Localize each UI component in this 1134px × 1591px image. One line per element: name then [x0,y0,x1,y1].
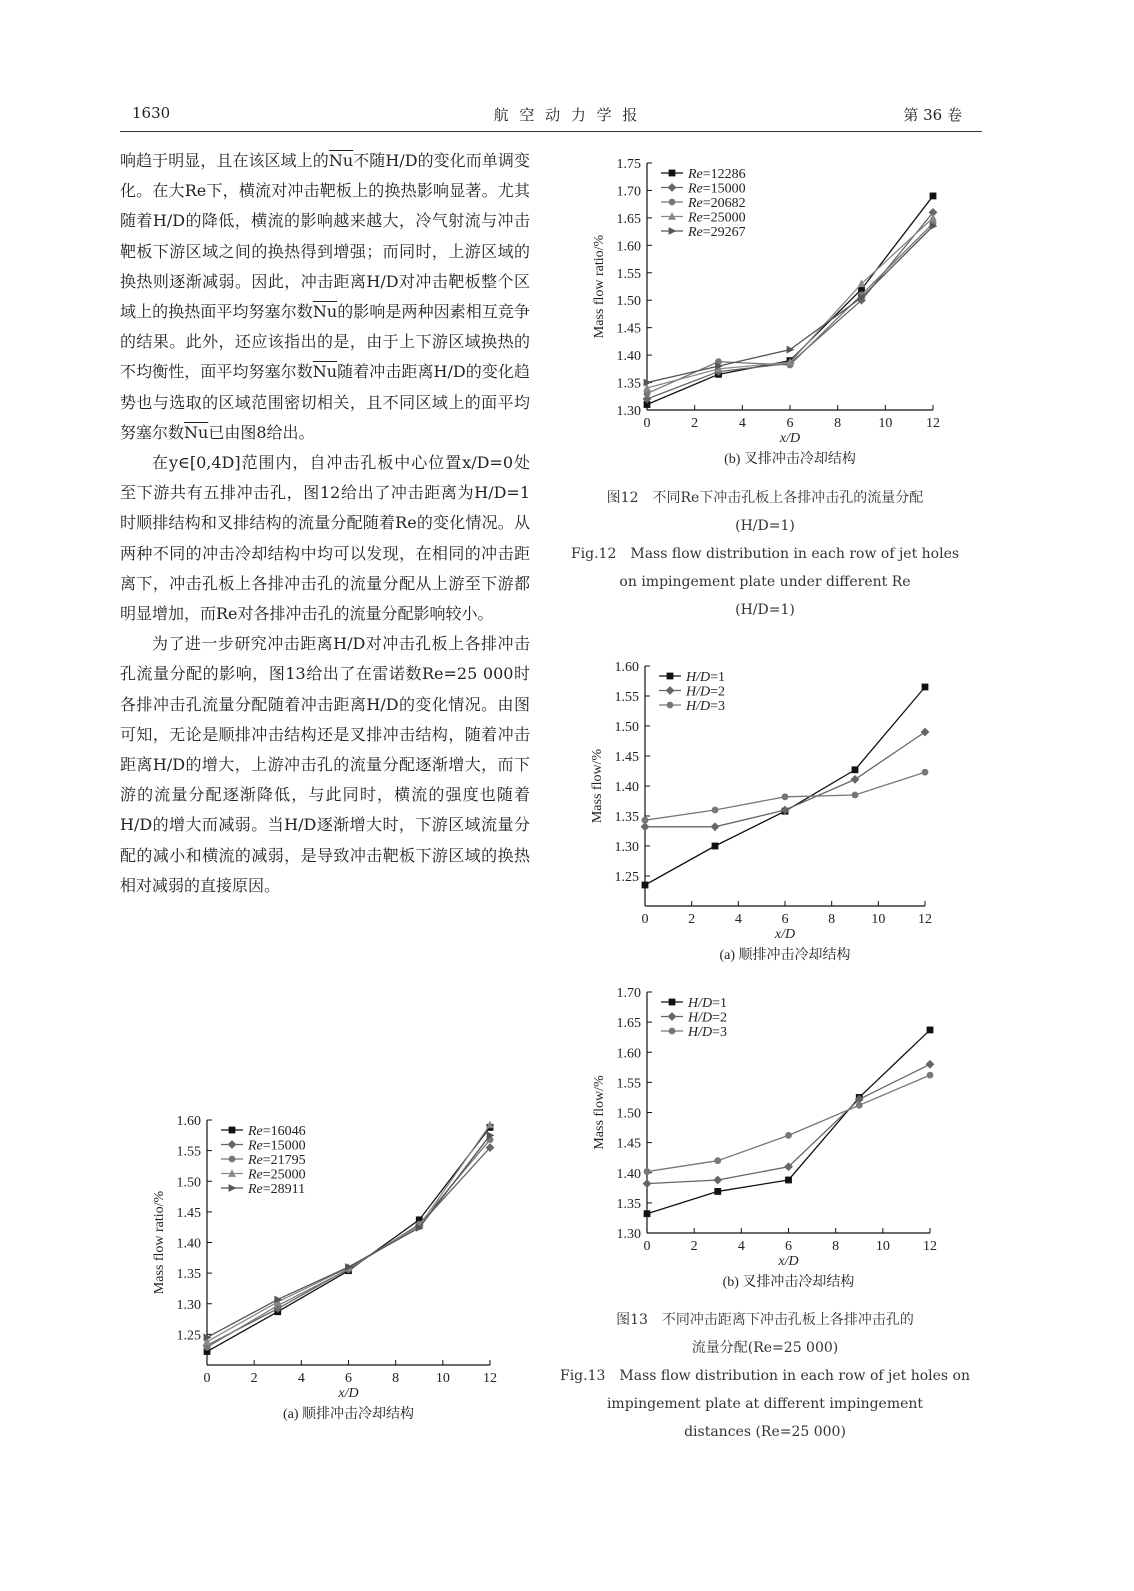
data-point [856,1102,863,1109]
data-point [785,1177,792,1184]
x-tick-label: 8 [828,912,836,927]
legend-marker [669,1028,676,1035]
legend-marker [669,227,677,235]
data-point [643,1179,652,1188]
nu-symbol: $\overline{Nu}$ [184,422,209,442]
data-point [642,817,649,824]
y-axis-label: Mass flow ratio/% [592,234,607,339]
y-tick-label: 1.25 [614,870,639,885]
x-tick-label: 6 [786,416,794,431]
y-tick-label: 1.60 [176,1114,201,1129]
x-tick-label: 8 [834,416,842,431]
legend-label: H/D=1 [686,670,726,685]
x-tick-label: 4 [734,912,742,927]
x-tick-label: 8 [832,1239,840,1254]
x-tick-label: 6 [345,1371,352,1386]
y-tick-label: 1.35 [616,376,641,392]
y-tick-label: 1.65 [616,211,641,227]
legend-label: H/D=3 [688,1025,728,1040]
figure-12a-chart [150,1110,510,1430]
y-tick-label: 1.30 [616,404,641,419]
y-tick-label: 1.45 [616,1136,641,1152]
legend-marker [229,1184,237,1192]
y-tick-label: 1.65 [616,1016,641,1032]
y-tick-label: 1.50 [616,1106,641,1122]
x-axis-label: x/D [779,431,801,446]
y-tick-label: 1.55 [616,266,641,282]
data-point [921,728,930,737]
legend-marker [228,1140,237,1149]
legend-label: Re=16046 [248,1124,306,1139]
nu-symbol: $\overline{Nu}$ [312,302,338,322]
y-tick-label: 1.30 [614,840,639,855]
chart-subtitle: (b) 叉排冲击冷却结构 [722,1275,855,1290]
data-point [785,1132,792,1139]
x-tick-label: 10 [878,416,893,431]
y-tick-label: 1.75 [616,157,641,172]
legend-label: Re=21795 [248,1153,306,1168]
y-tick-label: 1.45 [616,321,641,337]
legend-label: H/D=3 [686,699,726,714]
legend-label: H/D=2 [686,684,726,700]
y-tick-label: 1.70 [616,184,641,200]
y-tick-label: 1.35 [176,1267,201,1283]
data-point [712,807,719,814]
y-tick-label: 1.55 [616,1076,641,1092]
x-tick-label: 12 [918,912,932,927]
data-point [642,882,649,889]
figure-13b-chart [585,985,955,1300]
y-tick-label: 1.45 [176,1205,201,1221]
y-tick-label: 1.50 [616,294,641,310]
data-point [712,843,719,850]
y-tick-label: 1.70 [616,986,641,1001]
legend-marker [669,199,676,206]
body-text [120,146,530,901]
x-tick-label: 2 [688,912,696,927]
data-point [713,1176,722,1185]
x-tick-label: 10 [871,912,886,927]
data-point [927,1072,934,1079]
legend-label: Re=25000 [248,1167,306,1183]
legend-label: Re=28911 [248,1182,306,1197]
legend-marker [668,183,677,192]
paragraph-3: 为了进一步研究冲击距离H/D对冲击孔板上各排冲击孔流量分配的影响，图13给出了在雷诺数Re=25 000时各排冲击孔流量分配随着冲击距离H/D的变化情况。由图可知，无论是顺排冲击结构还是叉排冲击结构，随着冲击距离H/D的增大，上游冲击孔的流量分配逐渐增大，而下游的流量分配逐渐降低，与此同时，横流的强度也随着H/D的增大而减弱。当H/D逐渐增大时，下游区域流量分配的减小和横流的减弱，是导致冲击靶板下游区域的换热相对减弱的直接原因。 [120,634,530,895]
x-tick-label: 4 [737,1239,745,1254]
figure-13a-chart [585,660,955,975]
legend-label: Re=15000 [688,181,746,197]
data-point [930,193,937,200]
x-tick-label: 12 [923,1239,937,1254]
y-tick-label: 1.40 [616,349,641,365]
nu-symbol: $\overline{Nu}$ [312,362,338,382]
y-axis-label: Mass flow/% [590,748,605,824]
y-tick-label: 1.45 [614,750,639,765]
y-tick-label: 1.25 [176,1328,201,1344]
y-tick-label: 1.40 [614,780,639,795]
legend-label: Re=12286 [688,167,746,182]
y-tick-label: 1.60 [616,239,641,255]
y-tick-label: 1.40 [616,1166,641,1182]
x-tick-label: 4 [738,416,746,431]
x-tick-label: 12 [483,1371,497,1386]
legend-marker [669,999,676,1006]
nu-symbol: $\overline{Nu}$ [328,151,354,170]
y-tick-label: 1.30 [616,1227,641,1242]
series-line [647,1075,930,1171]
legend-label: Re=25000 [688,210,746,226]
figure-12b-chart [585,155,955,475]
x-tick-label: 10 [875,1239,890,1254]
legend-label: Re=15000 [248,1138,306,1154]
y-axis-label: Mass flow ratio/% [152,1190,167,1295]
journal-title: 航 空 动 力 学 报 [493,106,641,124]
x-tick-label: 2 [690,1239,698,1254]
chart-subtitle: (b) 叉排冲击冷却结构 [724,452,856,467]
x-tick-label: 6 [781,912,789,927]
x-tick-label: 6 [785,1239,792,1254]
y-tick-label: 1.55 [614,690,639,705]
y-tick-label: 1.60 [614,660,639,675]
data-point [711,822,720,831]
legend-marker [669,170,676,177]
x-axis-label: x/D [338,1386,359,1401]
data-point [644,1168,651,1175]
data-point [852,766,859,773]
series-line [647,212,933,399]
y-tick-label: 1.60 [616,1046,641,1062]
data-point [641,822,650,831]
y-tick-label: 1.50 [176,1175,201,1191]
chart-subtitle: (a) 顺排冲击冷却结构 [282,1407,415,1422]
x-tick-label: 2 [691,416,699,431]
series-line [647,1030,930,1214]
header-rule [120,131,982,132]
data-point [644,1210,651,1217]
legend-marker [667,673,674,680]
chart-subtitle: (a) 顺排冲击冷却结构 [719,948,851,963]
volume-label: 第 36 卷 [903,106,962,124]
data-point [852,792,859,799]
paragraph-1: 响趋于明显，且在该区域上的$\overline{Nu}$不随H/D的变化而单调变化。在大Re下，横流对冲击靶板上的换热影响显著。尤其随着H/D的降低，横流的影响越来越大，冷气射流与冲击靶板下游区域之间的换热得到增强；而同时，上游区域的换热则逐渐减弱。因此，冲击距离H/D对冲击靶板整个区域上的换热面平均努塞尔数$\overline{Nu}$的影响是两种因素相互竞争的结果。此外，还应该指出的是，由于上下游区域换热的不均衡性，面平均努塞尔数$\overline{Nu}$随着冲击距离H/D的变化趋势也与选取的区域范围密切相关，且不同区域上的面平均努塞尔数$\overline{Nu}$已由图8给出。 [120,151,530,442]
x-tick-label: 10 [435,1371,450,1386]
legend-label: Re=20682 [688,196,746,211]
y-tick-label: 1.55 [176,1144,201,1160]
x-tick-label: 0 [643,416,651,431]
data-point [714,1157,721,1164]
x-axis-label: x/D [774,927,796,942]
data-point [714,1188,721,1195]
legend-marker [229,1156,236,1163]
x-axis-label: x/D [778,1254,799,1269]
figure-13-caption: 图13 不同冲击距离下冲击孔板上各排冲击孔的 流量分配(Re=25 000) Fig.13 Mass flow distribution in each row of jet holes on impingement plate at different impingement distances (Re=25 000) [559,1312,970,1440]
figure-12-caption: 图12 不同Re下冲击孔板上各排冲击孔的流量分配 (H/D=1) Fig.12 Mass flow distribution in each row of jet holes on impingement plate under different Re (H/D=1) [570,490,960,618]
data-point [929,213,937,221]
x-tick-label: 2 [250,1371,258,1386]
y-tick-label: 1.30 [176,1297,201,1313]
data-point [922,769,929,776]
legend-marker [668,1012,677,1021]
x-tick-label: 4 [297,1371,305,1386]
data-point [927,1027,934,1034]
data-point [926,1060,935,1069]
legend-label: H/D=2 [688,1010,728,1026]
x-tick-label: 12 [926,416,940,431]
page-number: 1630 [132,104,171,122]
paragraph-2: 在y∈[0,4D]范围内，自冲击孔板中心位置x/D=0处至下游共有五排冲击孔，图12给出了冲击距离为H/D=1时顺排结构和叉排结构的流量分配随着Re的变化情况。从两种不同的冲击冷却结构中均可以发现，在相同的冲击距离下，冲击孔板上各排冲击孔的流量分配从上游至下游都明显增加，而Re对各排冲击孔的流量分配影响较小。 [120,453,530,624]
x-tick-label: 8 [392,1371,400,1386]
data-point [851,775,860,784]
legend-label: H/D=1 [688,996,728,1011]
data-point [782,793,789,800]
legend-marker [667,702,674,709]
legend-label: Re=29267 [688,225,746,240]
x-tick-label: 0 [641,912,649,927]
y-tick-label: 1.35 [614,810,639,825]
x-tick-label: 0 [643,1239,651,1254]
data-point [922,684,929,691]
y-axis-label: Mass flow/% [592,1075,607,1150]
x-tick-label: 0 [203,1371,211,1386]
y-tick-label: 1.35 [616,1196,641,1212]
y-tick-label: 1.40 [176,1236,201,1252]
legend-marker [666,686,675,695]
legend-marker [229,1127,236,1134]
y-tick-label: 1.50 [614,720,639,735]
